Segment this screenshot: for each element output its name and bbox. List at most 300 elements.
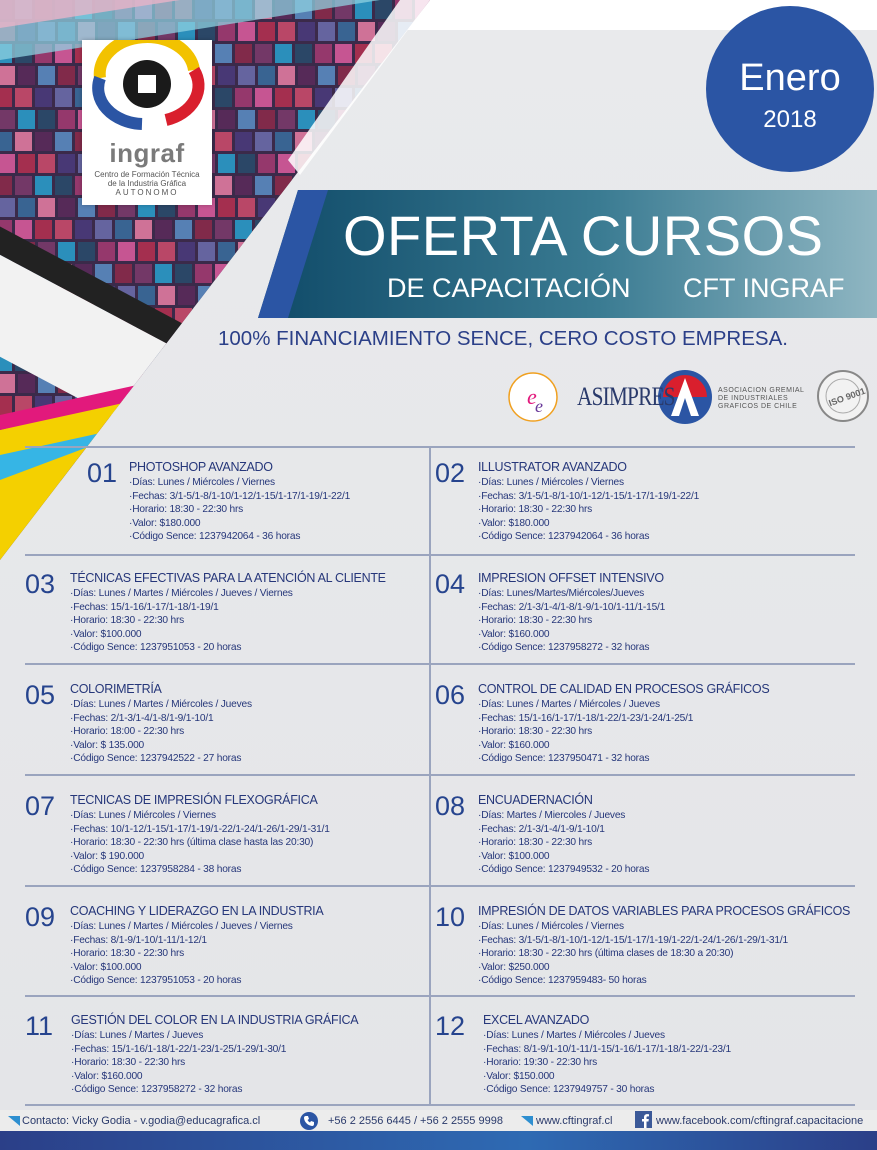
color-swatch [398, 66, 415, 85]
color-swatch [315, 352, 332, 371]
course-dates: ·Fechas: 8/1-9/1-10/1-11/1-15/1-16/1-17/1-18/1-22/1-23/1 [483, 1043, 731, 1055]
course-sence-code: ·Código Sence: 1237958272 - 32 horas [478, 642, 650, 653]
course-details [478, 587, 665, 655]
course-number: 03 [25, 569, 56, 599]
color-swatch [395, 352, 412, 371]
color-swatch [275, 132, 292, 151]
course-price: ·Valor: $100.000 [70, 628, 142, 640]
course-days: ·Días: Lunes / Miércoles / Viernes [478, 921, 624, 932]
course-schedule: ·Horario: 18:30 - 22:30 hrs [129, 504, 244, 515]
color-swatch [178, 242, 195, 261]
color-swatch [218, 110, 235, 129]
course-title: EXCEL AVANZADO [483, 1013, 590, 1027]
color-swatch [215, 220, 232, 239]
color-swatch [255, 352, 272, 371]
course-price: ·Valor: $160.000 [478, 628, 550, 640]
course-details [478, 698, 693, 766]
color-swatch [338, 374, 355, 393]
color-swatch [195, 220, 212, 239]
color-swatch [238, 110, 255, 129]
color-swatch [375, 88, 392, 107]
color-swatch [218, 418, 235, 437]
color-swatch [218, 286, 235, 305]
triangle-marker-icon [521, 1116, 533, 1126]
color-swatch [378, 154, 395, 173]
course-details [478, 476, 699, 544]
color-swatch [95, 220, 112, 239]
course-title: COLORIMETRÍA [70, 682, 162, 696]
color-swatch [395, 396, 412, 415]
color-swatch [378, 66, 395, 85]
course-schedule: ·Horario: 18:30 - 22:30 hrs [478, 504, 593, 515]
color-swatch [175, 264, 192, 283]
color-swatch [155, 264, 172, 283]
color-swatch [278, 22, 295, 41]
course-title: ILLUSTRATOR AVANZADO [478, 460, 627, 474]
color-swatch [195, 308, 212, 327]
course-sence-code: ·Código Sence: 1237942522 - 27 horas [70, 753, 242, 764]
color-swatch [335, 44, 352, 63]
ingraf-logo [82, 40, 212, 205]
course-number: 06 [435, 680, 466, 710]
course-details [478, 809, 649, 877]
color-swatch [258, 418, 275, 437]
tagline: 100% FINANCIAMIENTO SENCE, CERO COSTO EMPRESA. [218, 327, 788, 350]
color-swatch [75, 220, 92, 239]
color-swatch [415, 132, 430, 151]
color-swatch [335, 352, 352, 371]
course-sence-code: ·Código Sence: 1237942064 - 36 horas [129, 531, 301, 542]
course-number: 02 [435, 458, 466, 488]
color-swatch [178, 418, 195, 437]
color-swatch [415, 88, 430, 107]
course-dates: ·Fechas: 2/1-3/1-4/1-9/1-10/1 [478, 823, 605, 835]
color-swatch [0, 374, 15, 393]
color-swatch [58, 66, 75, 85]
grid-vertical-divider [429, 446, 431, 1106]
facebook-icon [635, 1111, 652, 1128]
color-swatch [138, 242, 155, 261]
color-swatch [235, 132, 252, 151]
course-price: ·Valor: $160.000 [71, 1070, 143, 1082]
course-price: ·Valor: $150.000 [483, 1070, 555, 1082]
color-swatch [115, 264, 132, 283]
color-swatch [58, 154, 75, 173]
logo-subtitle-1: Centro de Formación Técnica [94, 170, 200, 179]
color-swatch [0, 66, 15, 85]
color-swatch [38, 198, 55, 217]
color-swatch [215, 88, 232, 107]
color-swatch [215, 44, 232, 63]
course-days: ·Días: Martes / Miercoles / Jueves [478, 810, 626, 821]
agi-line-2: DE INDUSTRIALES [718, 395, 789, 402]
badge-year: 2018 [763, 106, 817, 133]
course-card-11 [25, 1011, 425, 1121]
course-number: 04 [435, 569, 466, 599]
iso-label: ISO 9001 [827, 385, 867, 409]
color-swatch [375, 132, 392, 151]
course-schedule: ·Horario: 18:30 - 22:30 hrs [478, 726, 593, 737]
color-swatch [115, 220, 132, 239]
course-days: ·Días: Lunes / Miércoles / Viernes [478, 477, 624, 488]
course-details [483, 1029, 731, 1097]
course-dates: ·Fechas: 10/1-12/1-15/1-17/1-19/1-22/1-24/1-26/1-29/1-31/1 [70, 823, 330, 835]
color-swatch [0, 132, 12, 151]
color-swatch [298, 374, 315, 393]
color-swatch [155, 396, 172, 415]
course-dates: ·Fechas: 8/1-9/1-10/1-11/1-12/1 [70, 934, 207, 946]
course-schedule: ·Horario: 18:30 - 22:30 hrs [71, 1057, 186, 1068]
course-days: ·Días: Lunes / Martes / Miércoles / Jueves / Viernes [70, 921, 293, 932]
eye-icon [82, 40, 212, 140]
color-swatch [18, 66, 35, 85]
color-swatch [38, 154, 55, 173]
color-swatch [418, 110, 430, 129]
color-swatch [258, 374, 275, 393]
course-number: 10 [435, 902, 466, 932]
color-swatch [158, 418, 175, 437]
color-swatch [178, 286, 195, 305]
color-swatch [295, 352, 312, 371]
color-swatch [58, 198, 75, 217]
color-swatch [35, 176, 52, 195]
course-number: 07 [25, 791, 56, 821]
color-swatch [298, 22, 315, 41]
color-swatch [155, 352, 172, 371]
color-swatch [255, 44, 272, 63]
grid-divider [25, 446, 855, 448]
svg-text:e: e [535, 396, 543, 416]
subtitle-capacitacion: DE CAPACITACIÓN [387, 273, 631, 303]
color-swatch [355, 396, 372, 415]
course-card-07 [25, 791, 425, 901]
color-swatch [235, 176, 252, 195]
color-swatch [358, 154, 375, 173]
course-details [478, 920, 788, 988]
course-details [70, 809, 330, 877]
phone-icon [300, 1112, 318, 1130]
course-days: ·Días: Lunes / Martes / Miércoles / Jueves [483, 1030, 665, 1041]
color-swatch [295, 88, 312, 107]
color-swatch [238, 22, 255, 41]
course-details [129, 476, 350, 544]
color-swatch [335, 396, 352, 415]
color-swatch [235, 220, 252, 239]
color-swatch [215, 352, 232, 371]
course-details [70, 698, 252, 766]
svg-text:e: e [527, 384, 537, 409]
course-dates: ·Fechas: 15/1-16/1-18/1-22/1-23/1-25/1-29/1-30/1 [71, 1043, 287, 1055]
course-dates: ·Fechas: 15/1-16/1-17/1-18/1-22/1-23/1-24/1-25/1 [478, 712, 694, 724]
course-sence-code: ·Código Sence: 1237958284 - 38 horas [70, 864, 242, 875]
color-swatch [255, 396, 272, 415]
color-swatch [358, 110, 375, 129]
color-swatch [0, 396, 12, 415]
cenem-logo [509, 373, 557, 421]
color-swatch [375, 396, 392, 415]
course-schedule: ·Horario: 18:30 - 22:30 hrs [478, 615, 593, 626]
color-swatch [198, 418, 215, 437]
color-swatch [35, 132, 52, 151]
course-title: IMPRESIÓN DE DATOS VARIABLES PARA PROCESOS GRÁFICOS [478, 904, 851, 918]
course-days: ·Días: Lunes / Martes / Miércoles / Jueves / Viernes [70, 588, 293, 599]
course-title: TÉCNICAS EFECTIVAS PARA LA ATENCIÓN AL CLIENTE [70, 571, 386, 585]
course-number: 09 [25, 902, 56, 932]
color-swatch [318, 154, 335, 173]
badge-month: Enero [739, 57, 841, 99]
course-days: ·Días: Lunes / Miércoles / Viernes [129, 477, 275, 488]
course-price: ·Valor: $180.000 [478, 517, 550, 529]
color-swatch [358, 374, 375, 393]
color-swatch [55, 88, 72, 107]
color-swatch [175, 396, 192, 415]
course-price: ·Valor: $160.000 [478, 739, 550, 751]
color-swatch [235, 88, 252, 107]
color-swatch [195, 352, 212, 371]
course-price: ·Valor: $ 190.000 [70, 850, 145, 862]
color-swatch [278, 66, 295, 85]
color-swatch [355, 132, 372, 151]
color-swatch [418, 66, 430, 85]
color-swatch [278, 374, 295, 393]
asimpres-logo: ASIMPRES [577, 382, 675, 411]
course-days: ·Días: Lunes / Miércoles / Viernes [70, 810, 216, 821]
color-swatch [375, 352, 392, 371]
course-card-02 [435, 458, 835, 568]
course-number: 08 [435, 791, 466, 821]
color-swatch [415, 44, 430, 63]
course-number: 05 [25, 680, 56, 710]
color-swatch [198, 286, 215, 305]
color-swatch [118, 242, 135, 261]
color-swatch [298, 66, 315, 85]
color-swatch [198, 374, 215, 393]
color-swatch [275, 88, 292, 107]
agi-line-1: ASOCIACION GREMIAL [718, 387, 805, 394]
course-card-09 [25, 902, 425, 1012]
color-swatch [235, 352, 252, 371]
course-price: ·Valor: $180.000 [129, 517, 201, 529]
color-swatch [135, 264, 152, 283]
course-schedule: ·Horario: 18:30 - 22:30 hrs [70, 615, 185, 626]
course-sence-code: ·Código Sence: 1237949757 - 30 horas [483, 1084, 655, 1095]
color-swatch [275, 44, 292, 63]
contact-email[interactable]: Contacto: Vicky Godia - v.godia@educagrafica.cl [22, 1115, 261, 1127]
course-schedule: ·Horario: 18:30 - 22:30 hrs (última clases de 18:30 a 20:30) [478, 948, 734, 959]
color-swatch [338, 22, 355, 41]
color-swatch [258, 66, 275, 85]
color-swatch [55, 220, 72, 239]
color-swatch [315, 396, 332, 415]
color-swatch [238, 66, 255, 85]
color-swatch [55, 176, 72, 195]
course-sence-code: ·Código Sence: 1237951053 - 20 horas [70, 642, 242, 653]
agi-line-3: GRAFICOS DE CHILE [718, 403, 798, 410]
logo-wordmark: ingraf [109, 138, 185, 168]
color-swatch [55, 132, 72, 151]
course-title: COACHING Y LIDERAZGO EN LA INDUSTRIA [70, 904, 324, 918]
color-swatch [275, 396, 292, 415]
color-swatch [0, 154, 15, 173]
color-swatch [418, 418, 430, 437]
course-title: TECNICAS DE IMPRESIÓN FLEXOGRÁFICA [70, 793, 318, 807]
course-dates: ·Fechas: 15/1-16/1-17/1-18/1-19/1 [70, 601, 219, 613]
color-swatch [235, 308, 252, 327]
course-price: ·Valor: $250.000 [478, 961, 550, 973]
bottom-bar [0, 1131, 877, 1150]
color-swatch [58, 242, 75, 261]
course-dates: ·Fechas: 3/1-5/1-8/1-10/1-12/1-15/1-17/1-19/1-22/1 [478, 490, 700, 502]
color-swatch [0, 176, 12, 195]
color-swatch [198, 330, 215, 349]
course-sence-code: ·Código Sence: 1237958272 - 32 horas [71, 1084, 243, 1095]
color-swatch [238, 154, 255, 173]
color-swatch [278, 110, 295, 129]
color-swatch [18, 110, 35, 129]
triangle-marker-icon [8, 1116, 20, 1126]
color-swatch [255, 88, 272, 107]
course-schedule: ·Horario: 18:00 - 22:30 hrs [70, 726, 185, 737]
color-swatch [195, 396, 212, 415]
color-swatch [78, 242, 95, 261]
color-swatch [418, 154, 430, 173]
color-swatch [395, 44, 412, 63]
subtitle-cft-ingraf: CFT INGRAF [683, 273, 845, 303]
color-swatch [138, 418, 155, 437]
color-swatch [218, 66, 235, 85]
color-swatch [135, 396, 152, 415]
color-swatch [378, 374, 395, 393]
color-swatch [415, 352, 430, 371]
agi-text [718, 387, 804, 411]
color-swatch [35, 88, 52, 107]
course-title: GESTIÓN DEL COLOR EN LA INDUSTRIA GRÁFICA [71, 1013, 359, 1027]
color-swatch [258, 22, 275, 41]
course-days: ·Días: Lunes / Martes / Miércoles / Jueves [478, 699, 660, 710]
course-card-06 [435, 680, 835, 790]
course-details [70, 587, 293, 655]
course-price: ·Valor: $ 135.000 [70, 739, 145, 751]
course-sence-code: ·Código Sence: 1237942064 - 36 horas [478, 531, 650, 542]
color-swatch [198, 242, 215, 261]
course-days: ·Días: Lunes/Martes/Miércoles/Jueves [478, 588, 645, 599]
course-days: ·Días: Lunes / Martes / Miércoles / Jueves [70, 699, 252, 710]
color-swatch [218, 374, 235, 393]
facebook-link[interactable]: www.facebook.com/cftingraf.capacitacione [656, 1115, 864, 1127]
color-swatch [238, 198, 255, 217]
color-swatch [298, 418, 315, 437]
color-swatch [35, 220, 52, 239]
course-dates: ·Fechas: 3/1-5/1-8/1-10/1-12/1-15/1-17/1-19/1-22/1 [129, 490, 351, 502]
color-swatch [235, 264, 252, 283]
main-title: OFERTA CURSOS [343, 204, 824, 267]
color-swatch [195, 264, 212, 283]
color-swatch [15, 132, 32, 151]
course-number: 11 [25, 1011, 54, 1041]
course-card-01 [25, 458, 425, 568]
color-swatch [18, 154, 35, 173]
course-number: 12 [435, 1011, 466, 1041]
course-title: IMPRESION OFFSET INTENSIVO [478, 571, 664, 585]
course-details [70, 920, 293, 988]
course-details [71, 1029, 286, 1097]
course-grid [25, 446, 855, 1106]
date-badge [706, 6, 874, 172]
color-swatch [398, 110, 415, 129]
color-swatch [238, 418, 255, 437]
color-swatch [158, 242, 175, 261]
course-schedule: ·Horario: 18:30 - 22:30 hrs (última clase hasta las 20:30) [70, 837, 314, 848]
color-swatch [0, 110, 15, 129]
color-swatch [335, 132, 352, 151]
color-swatch [338, 418, 355, 437]
color-swatch [0, 88, 12, 107]
color-swatch [295, 44, 312, 63]
logo-subtitle-2: de la Industria Gráfica [107, 179, 187, 188]
color-swatch [358, 22, 375, 41]
color-swatch [358, 418, 375, 437]
color-swatch [418, 374, 430, 393]
color-swatch [178, 374, 195, 393]
course-dates: ·Fechas: 3/1-5/1-8/1-10/1-12/1-15/1-17/1-19/1-22/1-24/1-26/1-29/1-31/1 [478, 934, 788, 946]
color-swatch [0, 198, 15, 217]
color-swatch [338, 154, 355, 173]
color-swatch [398, 154, 415, 173]
color-swatch [238, 374, 255, 393]
footer [0, 1109, 877, 1131]
color-swatch [398, 418, 415, 437]
course-sence-code: ·Código Sence: 1237949532 - 20 horas [478, 864, 650, 875]
color-swatch [98, 242, 115, 261]
color-swatch [258, 154, 275, 173]
course-sence-code: ·Código Sence: 1237951053 - 20 horas [70, 975, 242, 986]
color-swatch [175, 220, 192, 239]
color-swatch [418, 22, 430, 41]
logo-subtitle-3: AUTONOMO [115, 188, 179, 197]
color-swatch [38, 66, 55, 85]
color-swatch [318, 374, 335, 393]
course-price: ·Valor: $100.000 [478, 850, 550, 862]
course-price: ·Valor: $100.000 [70, 961, 142, 973]
course-schedule: ·Horario: 19:30 - 22:30 hrs [483, 1057, 598, 1068]
course-dates: ·Fechas: 2/1-3/1-4/1-8/1-9/1-10/1 [70, 712, 214, 724]
color-swatch [158, 374, 175, 393]
color-swatch [215, 132, 232, 151]
color-swatch [378, 110, 395, 129]
color-swatch [355, 352, 372, 371]
color-swatch [158, 286, 175, 305]
course-schedule: ·Horario: 18:30 - 22:30 hrs [70, 948, 185, 959]
color-swatch [238, 286, 255, 305]
color-swatch [58, 110, 75, 129]
color-swatch [235, 44, 252, 63]
color-swatch [215, 308, 232, 327]
color-swatch [275, 352, 292, 371]
course-dates: ·Fechas: 2/1-3/1-4/1-8/1-9/1-10/1-11/1-15/1 [478, 601, 666, 613]
color-swatch [258, 110, 275, 129]
contact-phones[interactable]: +56 2 2556 6445 / +56 2 2555 9998 [328, 1115, 503, 1127]
color-swatch [215, 176, 232, 195]
color-swatch [238, 242, 255, 261]
course-card-12 [435, 1011, 835, 1121]
color-swatch [38, 110, 55, 129]
color-swatch [315, 44, 332, 63]
website-link[interactable]: www.cftingraf.cl [536, 1115, 613, 1127]
color-swatch [18, 198, 35, 217]
color-swatch [318, 22, 335, 41]
color-swatch [235, 396, 252, 415]
course-card-05 [25, 680, 425, 790]
